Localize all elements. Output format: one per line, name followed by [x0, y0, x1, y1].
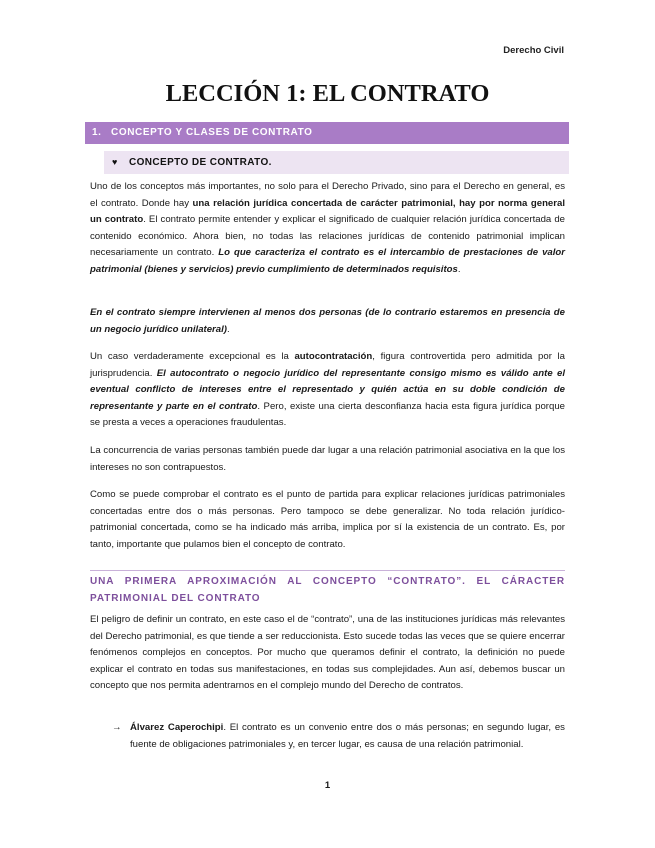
bullet-text [130, 720, 565, 753]
page-number: 1 [324, 780, 331, 791]
running-header: Derecho Civil [503, 45, 564, 56]
p1-bold-italic-2: Lo que caracteriza el contrato es el intercambio de prestaciones de valor patrimonial (bienes y servicios) previo cumplimiento de determinados requisitos [90, 247, 566, 275]
paragraph-3 [90, 349, 565, 432]
subsection-heading [104, 151, 569, 174]
paragraph-1 [90, 179, 565, 279]
arrow-right-icon: → [112, 722, 122, 733]
subsection-label: CONCEPTO DE CONTRATO. [129, 157, 272, 168]
p1-text-a: Uno de los conceptos más importantes, no solo para el Derecho Privado, sino para el Derecho en general, es el contrato. Donde hay [90, 181, 565, 209]
section-heading [85, 122, 569, 144]
p2-bold-italic: En el contrato siempre intervienen al menos dos personas (de lo contrario estaremos en presencia de un negocio jurídico unilateral) [90, 307, 565, 335]
bullet-author: Álvarez Caperochipi [130, 722, 224, 733]
section-number: 1. [92, 127, 102, 138]
page-title: LECCIÓN 1: EL CONTRATO [165, 80, 490, 107]
p2-text-d: . [227, 323, 230, 335]
p3-text-c: , figura controvertida pero admitida por la jurisprudencia. [90, 351, 565, 379]
paragraph-5: Como se puede comprobar el contrato es el punto de partida para explicar relaciones jurídicas patrimoniales concertadas entre dos o más personas. Pero tampoco se debe generalizar. No toda relación jurídico- patrimonial concertada, como se ha indicado más arriba, implica por sí la existencia de un contrato. Es, por tanto, importante que pulamos bien el concepto de contrato. [90, 489, 565, 550]
bullet-body: . El contrato es un convenio entre dos o más personas; en segundo lugar, es fuente de obligaciones patrimoniales y, en tercer lugar, es causa de una relación patrimonial. [130, 722, 565, 750]
heart-icon: ♥ [112, 157, 118, 167]
paragraph-4: La concurrencia de varias personas también puede dar lugar a una relación patrimonial asociativa en la que los intereses no son contrapuestos. [90, 445, 565, 473]
paragraph-2 [90, 305, 565, 338]
p3-bold-1: autocontratación [294, 351, 373, 362]
subheading-concepto-contrato: UNA PRIMERA APROXIMACIÓN AL CONCEPTO “CONTRATO”. EL CÁRACTER PATRIMONIAL DEL CONTRATO [90, 570, 565, 607]
p3-bold-italic-2: El autocontrato o negocio jurídico del representante consigo mismo es válido ante el eventual conflicto de intereses entre el representado y quién actúa en su doble condición de representante y parte en el contrato [90, 367, 566, 412]
p1-text-c: . El contrato permite entender y explicar el significado de cualquier relación jurídica concertada de contenido económico. Ahora bien, no todas las relaciones jurídicas de contenido patrimonial implican necesariamente un contrato. [90, 214, 565, 259]
paragraph-6: El peligro de definir un contrato, en este caso el de “contrato”, una de las instituciones jurídicas más relevantes del Derecho patrimonial, es que tiende a ser reduccionista. Esto sucede todas las veces que se quiere encerrar fenómenos complejos en conceptos. Por mucho que queramos definir el contrato, la definición no puede explicar el contrato en todas sus manifestaciones, en todas sus complejidades. Aun así, debemos buscar un concepto que nos permita adentrarnos en el complejo mundo del Derecho de contratos. [90, 614, 565, 692]
p1-bold-1: una relación jurídica concertada de carácter patrimonial, hay por norma general un contrato [90, 197, 565, 226]
p3-text-d: . Pero, existe una cierta desconfianza hacia esta figura jurídica porque se presta a veces a operaciones fraudulentas. [90, 400, 565, 429]
p3-text-a: Un caso verdaderamente excepcional es la [90, 351, 295, 362]
section-label: CONCEPTO Y CLASES DE CONTRATO [111, 127, 313, 138]
p1-text-d: . [457, 263, 461, 275]
